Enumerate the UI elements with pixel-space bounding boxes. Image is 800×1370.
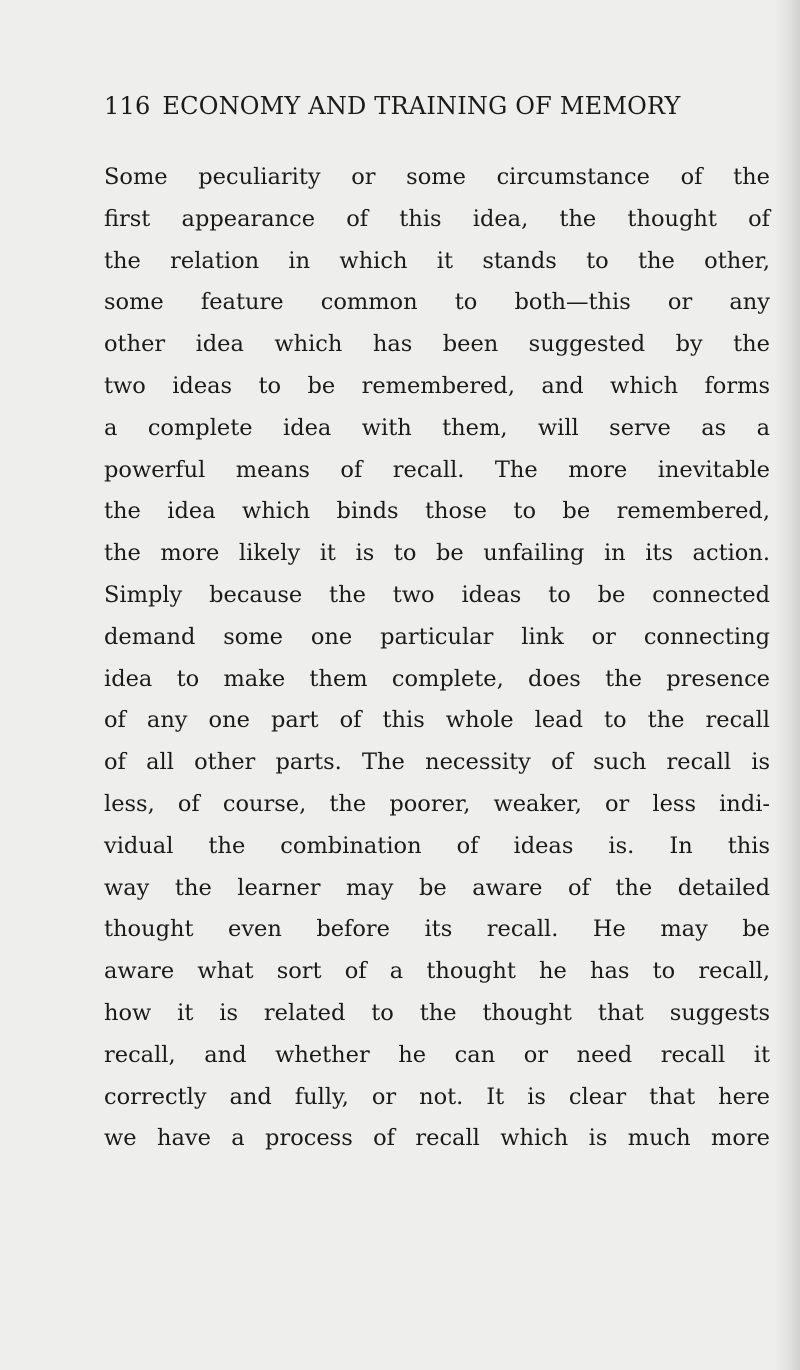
text-line: how it is related to the thought that suggests <box>104 999 770 1026</box>
text-line: demand some one particular link or connecting <box>104 623 770 650</box>
running-title: ECONOMY AND TRAINING OF MEMORY <box>162 92 681 120</box>
text-line: two ideas to be remembered, and which forms <box>104 372 770 399</box>
text-line: vidual the combination of ideas is. In this <box>104 832 770 859</box>
text-line: the idea which binds those to be remembered, <box>104 498 770 525</box>
text-line: of any one part of this whole lead to the recall <box>104 707 770 734</box>
text-line: recall, and whether he can or need recall it <box>104 1041 770 1068</box>
page-number: 116 <box>104 92 151 120</box>
page-edge-shadow <box>774 0 800 1370</box>
text-line: Simply because the two ideas to be connected <box>104 581 770 608</box>
text-line: a complete idea with them, will serve as a <box>104 414 770 441</box>
text-line: Some peculiarity or some circumstance of the <box>104 164 770 190</box>
text-line: other idea which has been suggested by the <box>104 331 770 358</box>
text-line: way the learner may be aware of the detailed <box>104 874 770 901</box>
text-line: thought even before its recall. He may be <box>104 916 770 943</box>
text-line: aware what sort of a thought he has to recall, <box>104 958 770 985</box>
body-text <box>104 157 770 1160</box>
running-head <box>104 90 724 122</box>
text-line: the relation in which it stands to the other, <box>104 247 770 274</box>
text-line: we have a process of recall which is much more <box>104 1125 770 1152</box>
text-line: idea to make them complete, does the presence <box>104 665 770 692</box>
text-line: the more likely it is to be unfailing in its action. <box>104 540 770 567</box>
text-line: correctly and fully, or not. It is clear that here <box>104 1083 770 1110</box>
text-line: less, of course, the poorer, weaker, or less indi- <box>104 790 770 817</box>
text-line: some feature common to both—this or any <box>104 289 770 316</box>
text-line: of all other parts. The necessity of such recall is <box>104 749 770 776</box>
text-line: first appearance of this idea, the thought of <box>104 205 770 232</box>
text-line: powerful means of recall. The more inevitable <box>104 456 770 483</box>
